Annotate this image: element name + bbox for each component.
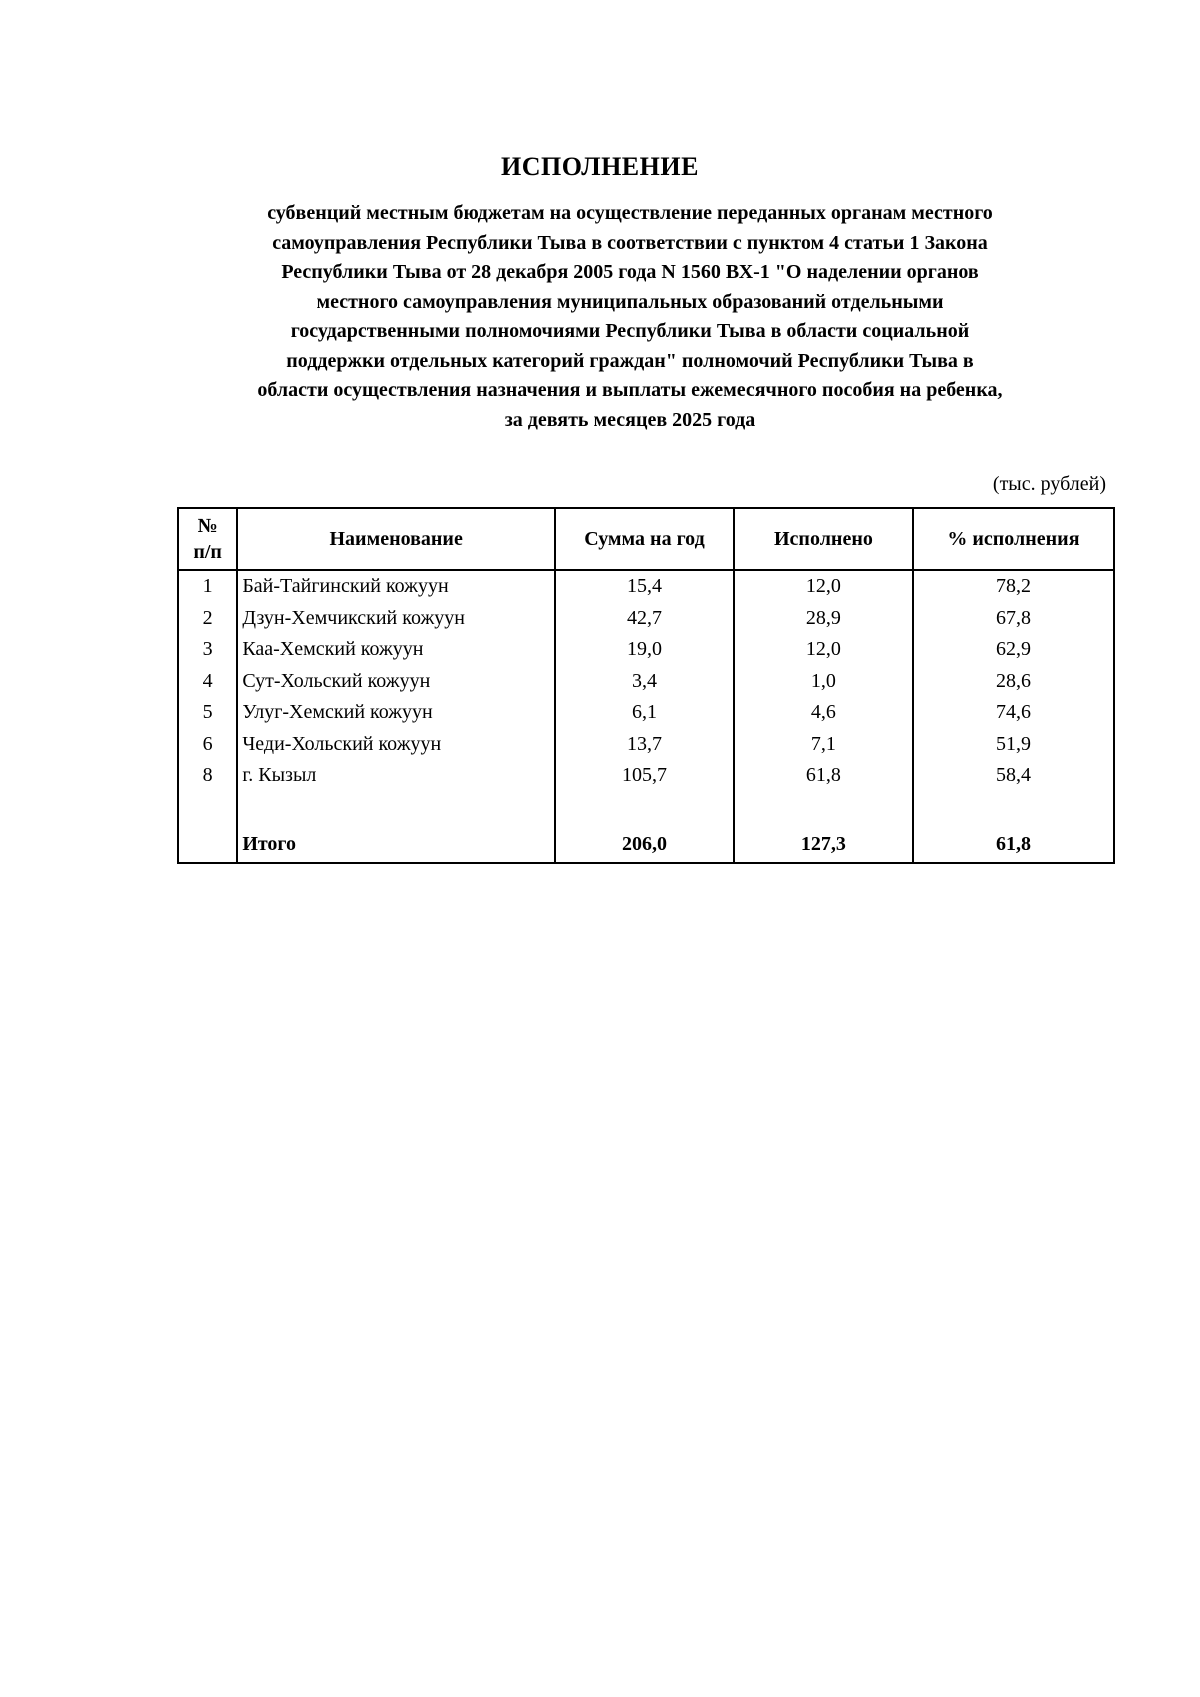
row-executed: 1,0 [734,666,913,698]
header-row [178,508,1114,570]
subtitle-line: поддержки отдельных категорий граждан" полномочий Республики Тыва в [286,349,974,372]
header-executed: Исполнено [734,508,913,570]
spacer-cell [913,792,1114,828]
row-year-sum: 15,4 [555,570,734,603]
table-row [178,634,1114,666]
header-name: Наименование [237,508,555,570]
table-row [178,729,1114,761]
row-year-sum: 42,7 [555,603,734,635]
subtitle-line: за девять месяцев 2025 года [504,408,756,431]
row-year-sum: 6,1 [555,697,734,729]
table-row [178,697,1114,729]
table-row [178,570,1114,603]
table-row [178,760,1114,792]
row-year-sum: 13,7 [555,729,734,761]
row-name: Каа-Хемский кожуун [237,634,555,666]
row-name: г. Кызыл [237,760,555,792]
row-number: 2 [178,603,237,635]
row-executed: 12,0 [734,634,913,666]
row-number: 1 [178,570,237,603]
header-number-top: № [197,515,218,537]
spacer-cell [734,792,913,828]
units-note: (тыс. рублей) [992,473,1106,495]
total-year-sum: 206,0 [555,828,734,863]
spacer-cell [178,792,237,828]
table-body [178,570,1114,863]
execution-table [177,507,1115,864]
header-year-sum: Сумма на год [555,508,734,570]
header-number-bottom: п/п [193,541,222,563]
row-percent: 67,8 [913,603,1114,635]
row-number: 6 [178,729,237,761]
total-label: Итого [237,828,555,863]
spacer-row [178,792,1114,828]
row-percent: 78,2 [913,570,1114,603]
row-percent: 62,9 [913,634,1114,666]
total-executed: 127,3 [734,828,913,863]
spacer-cell [555,792,734,828]
table-header [178,508,1114,570]
subtitle-line: местного самоуправления муниципальных образований отдельными [316,290,944,313]
row-percent: 28,6 [913,666,1114,698]
row-number: 5 [178,697,237,729]
row-name: Дзун-Хемчикский кожуун [237,603,555,635]
table-row [178,666,1114,698]
row-percent: 58,4 [913,760,1114,792]
subtitle-line: области осуществления назначения и выплаты ежемесячного пособия на ребенка, [257,379,1003,401]
row-year-sum: 3,4 [555,666,734,698]
page-subtitle [185,199,1075,435]
row-executed: 61,8 [734,760,913,792]
row-executed: 12,0 [734,570,913,603]
row-executed: 7,1 [734,729,913,761]
row-year-sum: 105,7 [555,760,734,792]
row-number: 3 [178,634,237,666]
total-row [178,828,1114,863]
row-name: Улуг-Хемский кожуун [237,697,555,729]
row-name: Бай-Тайгинский кожуун [237,570,555,603]
subtitle-line: самоуправления Республики Тыва в соответствии с пунктом 4 статьи 1 Закона [272,231,988,254]
row-number: 8 [178,760,237,792]
row-percent: 51,9 [913,729,1114,761]
spacer-cell [237,792,555,828]
row-number: 4 [178,666,237,698]
header-percent: % исполнения [913,508,1114,570]
subtitle-line: субвенций местным бюджетам на осуществление переданных органам местного [267,202,993,224]
row-year-sum: 19,0 [555,634,734,666]
subtitle-line: Республики Тыва от 28 декабря 2005 года N 1560 ВХ-1 "О наделении органов [281,261,979,283]
header-number [178,508,237,570]
row-name: Чеди-Хольский кожуун [237,729,555,761]
row-executed: 28,9 [734,603,913,635]
subtitle-line: государственными полномочиями Республики Тыва в области социальной [290,320,970,342]
row-name: Сут-Хольский кожуун [237,666,555,698]
row-percent: 74,6 [913,697,1114,729]
table-row [178,603,1114,635]
page-title: ИСПОЛНЕНИЕ [501,152,699,181]
total-percent: 61,8 [913,828,1114,863]
total-number-cell [178,828,237,863]
row-executed: 4,6 [734,697,913,729]
